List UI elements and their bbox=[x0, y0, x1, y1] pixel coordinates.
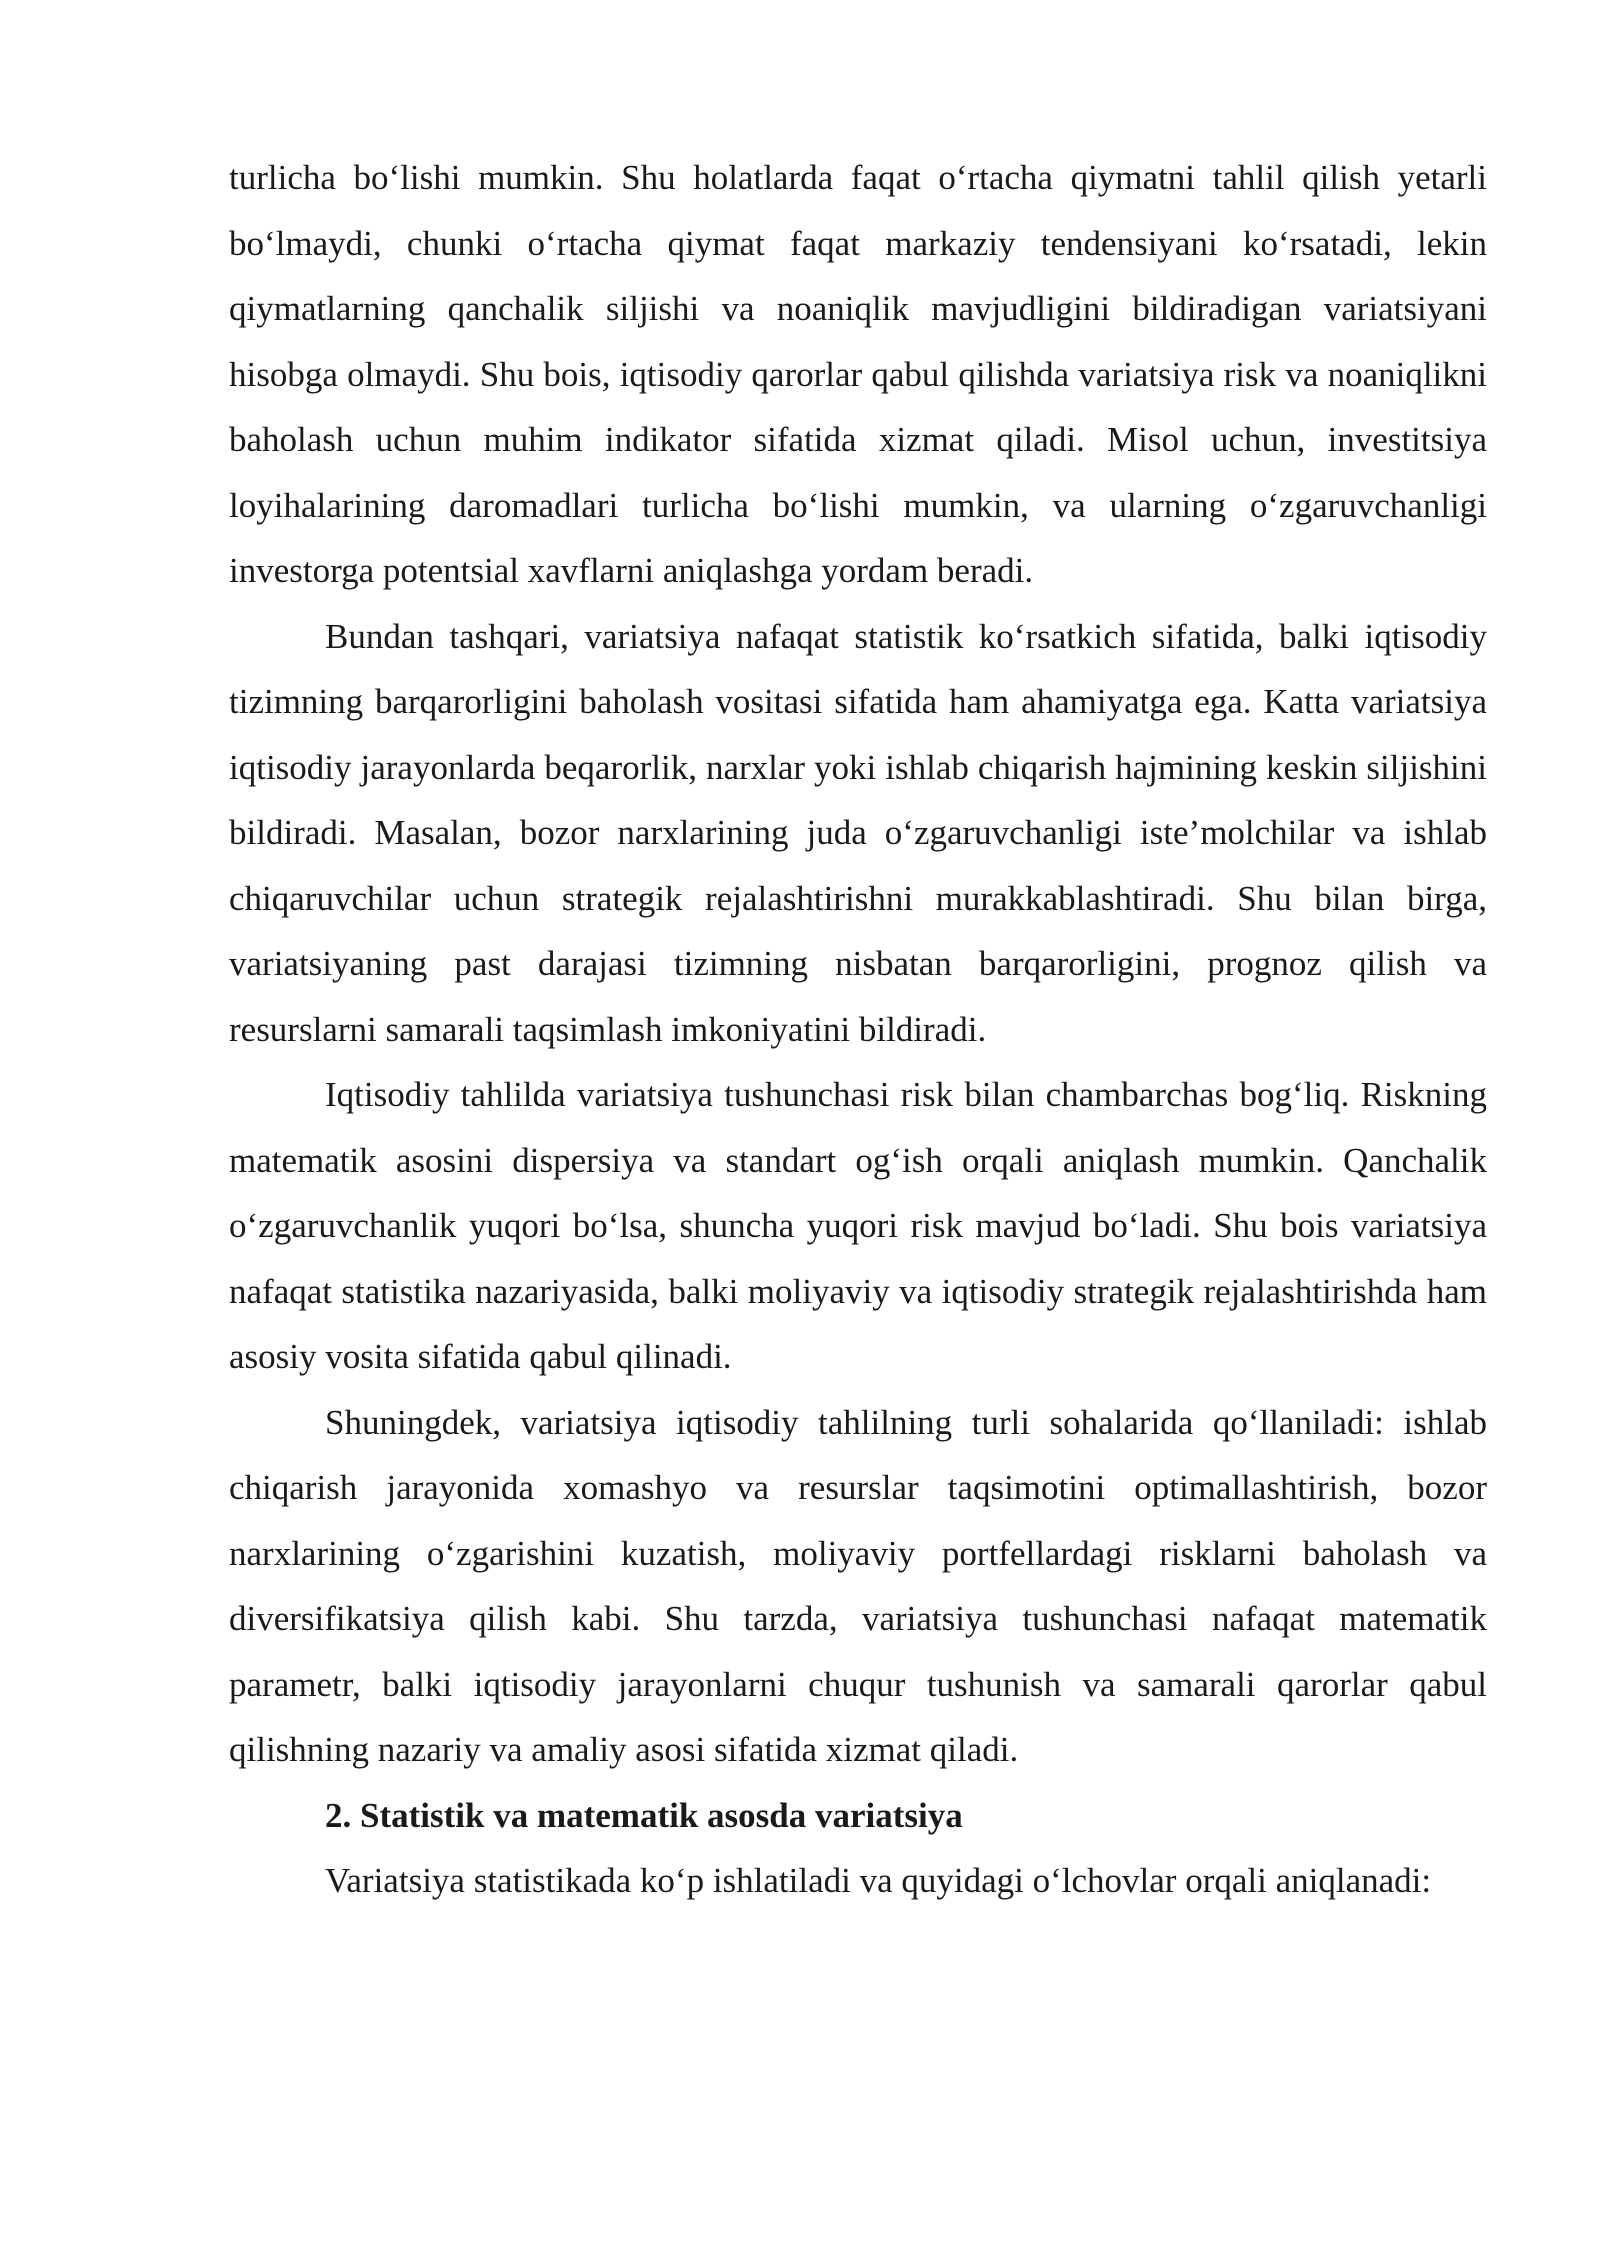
paragraph-stability: Bundan tashqari, variatsiya nafaqat statistik ko‘rsatkich sifatida, balki iqtisodiy tizimning barqarorligini baholash vositasi sifatida ham ahamiyatga ega. Katta variatsiya iqtisodiy jarayonlarda beqarorlik, narxlar yoki ishlab chiqarish hajmining keskin siljishini bildiradi. Masalan, bozor narxlarining juda o‘zgaruvchanligi iste’molchilar va ishlab chiqaruvchilar uchun strategik rejalashtirishni murakkablashtiradi. Shu bilan birga, variatsiyaning past darajasi tizimning nisbatan barqarorligini, prognoz qilish va resurslarni samarali taqsimlash imkoniyatini bildiradi. bbox=[229, 616, 1487, 1049]
paragraph-applications: Shuningdek, variatsiya iqtisodiy tahlilning turli sohalarida qo‘llaniladi: ishlab chiqarish jarayonida xomashyo va resurslar taqsimotini optimallashtirish, bozor narxlarining o‘zgarishini kuzatish, moliyaviy portfellardagi risklarni baholash va diversifikatsiya qilish kabi. Shu tarzda, variatsiya tushunchasi nafaqat matematik parametr, balki iqtisodiy jarayonlarni chuqur tushunish va samarali qarorlar qabul qilishning nazariy va amaliy asosi sifatida xizmat qiladi. bbox=[229, 1402, 1487, 1769]
paragraph-measures-intro: Variatsiya statistikada ko‘p ishlatiladi va quyidagi o‘lchovlar orqali aniqlanadi: bbox=[325, 1861, 1432, 1900]
section-heading: 2. Statistik va matematik asosda variatsiya bbox=[325, 1795, 963, 1835]
paragraph-risk: Iqtisodiy tahlilda variatsiya tushunchasi risk bilan chambarchas bog‘liq. Riskning matematik asosini dispersiya va standart og‘ish orqali aniqlash mumkin. Qanchalik o‘zgaruvchanlik yuqori bo‘lsa, shuncha yuqori risk mavjud bo‘ladi. Shu bois variatsiya nafaqat statistika nazariyasida, balki moliyaviy va iqtisodiy strategik rejalashtirishda ham asosiy vosita sifatida qabul qilinadi. bbox=[229, 1075, 1487, 1376]
document-body bbox=[229, 145, 1487, 1914]
paragraph-continuation: turlicha bo‘lishi mumkin. Shu holatlarda faqat o‘rtacha qiymatni tahlil qilish yetarli bo‘lmaydi, chunki o‘rtacha qiymat faqat markaziy tendensiyani ko‘rsatadi, lekin qiymatlarning qanchalik siljishi va noaniqlik mavjudligini bildiradigan variatsiyani hisobga olmaydi. Shu bois, iqtisodiy qarorlar qabul qilishda variatsiya risk va noaniqlikni baholash uchun muhim indikator sifatida xizmat qiladi. Misol uchun, investitsiya loyihalarining daromadlari turlicha bo‘lishi mumkin, va ularning o‘zgaruvchanligi investorga potentsial xavflarni aniqlashga yordam beradi. bbox=[229, 158, 1487, 590]
